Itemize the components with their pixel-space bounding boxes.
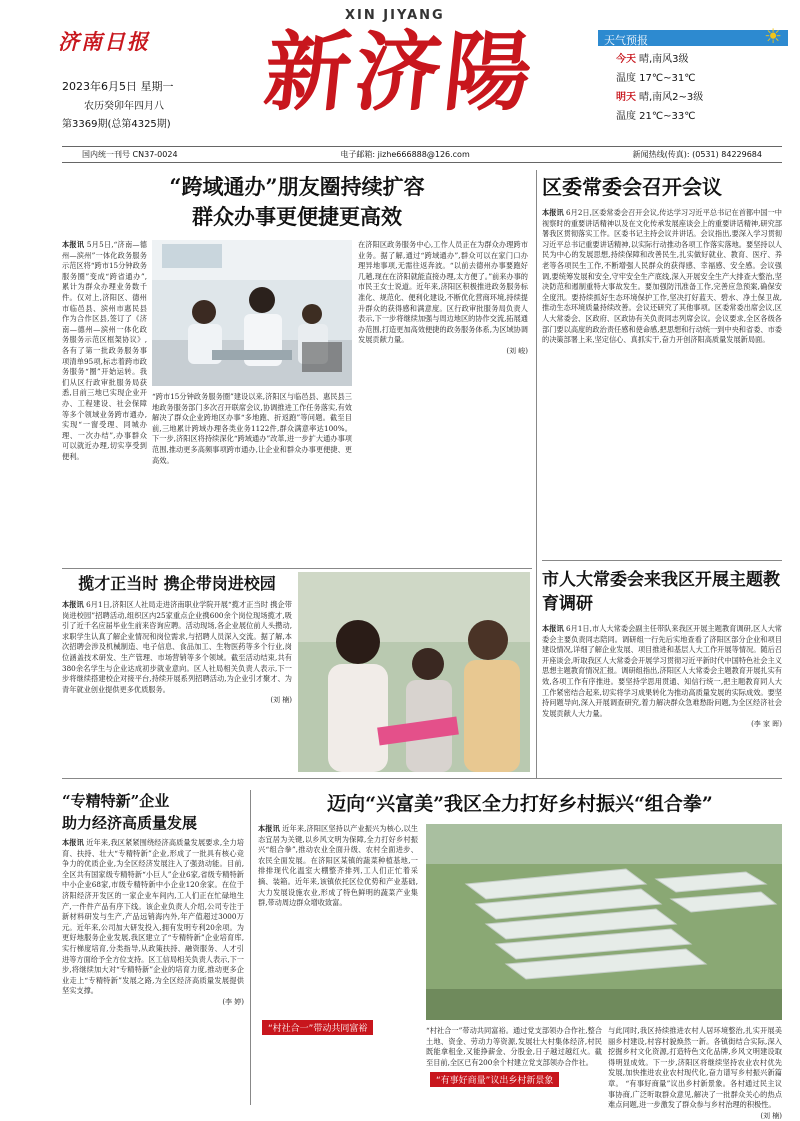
article-2-headline: 区委常委会召开会议 — [542, 175, 722, 199]
paper-logo: 济南日报 — [58, 29, 150, 54]
office-service-image — [152, 240, 352, 386]
article-1-text-2: “跨市15分钟政务服务圈”建设以来,济阳区与临邑县、惠民县三地政务服务部门多次召开联席会议,协调推进工作任务落实,有效解决了群众企业跨地区办事“多地跑、折返跑”等问题。截至目前,三地累计跨域办理各类业务1122件,群众满意率达100%。 — [152, 392, 352, 433]
article-3-photo — [298, 572, 530, 772]
article-4-body — [542, 624, 782, 774]
article-6-byline: (刘 楠) — [760, 1111, 782, 1120]
sun-icon: ☀ — [764, 24, 782, 48]
info-bar — [62, 146, 782, 163]
article-6-col-1 — [258, 824, 418, 1106]
masthead-pinyin: XIN JIYANG — [345, 8, 445, 23]
article-6-headline: 迈向“兴富美”我区全力打好乡村振兴“组合拳” — [327, 793, 713, 815]
article-1-lead: 本报讯 — [62, 240, 85, 249]
weather-tomorrow-temp: 温度 21℃~33℃ — [616, 111, 696, 122]
article-3-divider — [62, 568, 532, 569]
article-6-text-3: 与此同时,我区持续推进农村人居环境整治,扎实开展美丽乡村建设,村容村貌焕然一新。各镇街结合实际,深入挖掘乡村文化资源,打造特色文化品牌,乡风文明建设取得明显成效。下一步,济阳区将继续坚持农业农村优先发展,加快推进农业农村现代化,奋力谱写乡村振兴新篇章。 — [608, 1026, 782, 1088]
article-3-text: 6月1日,济阳区人社局走进济南职业学院开展“揽才正当时 携企带岗进校园”招聘活动,组织区内25家重点企业携600余个岗位现场揽才,吸引了近千名应届毕业生前来咨询应聘。活动现场,各企业展位前人头攒动,求职学生认真了解企业情况和岗位需求,与招聘人员深入交流。据了解,本次招聘会涉及机械制造、电子信息、食品加工、生物医药等多个行业,岗位涵盖技术研发、生产管理、市场营销等多个领域。截至活动结束,共有380余名学生与企业达成初步就业意向。区人社局相关负责人表示,下一步将继续搭建校企对接平台,持续开展系列招聘活动,为企业引才聚才、为青年就业创业提供更多优质服务。 — [62, 600, 292, 694]
article-2-body — [542, 208, 782, 552]
article-6-tag-1: “村社合一”带动共同富裕 — [262, 1020, 373, 1035]
article-4-headline: 市人大常委会来我区开展主题教育调研 — [542, 570, 780, 614]
article-1-col-2 — [152, 392, 352, 562]
article-1-text-3: 下一步,济阳区将持续深化“跨域通办”改革,进一步扩大通办事项范围,推动更多高频事项跨市通办,让企业和群众办事更便捷、更高效。 — [152, 434, 352, 465]
article-6-col-3 — [608, 1026, 782, 1120]
email: 电子邮箱: jizhe666888@126.com — [340, 150, 470, 159]
lunar-date: 农历癸卯年四月八 — [84, 101, 164, 112]
article-5-body — [62, 838, 244, 1106]
cn-number: 国内统一刊号 CN37-0024 — [82, 150, 178, 159]
campus-job-fair-image — [298, 572, 530, 772]
article-3-byline: (刘 楠) — [270, 696, 292, 705]
article-5-lead: 本报讯 — [62, 838, 84, 847]
article-5-text: 近年来,我区紧紧围绕经济高质量发展要求,全力培育、扶持、壮大“专精特新”企业,形成了一批具有核心竞争力的优质企业,为全区经济发展注入了强劲动能。目前,全区共有国家级专精特新“小巨人”企业6家,省级专精特新中小企业68家,市级专精特新中小企业120余家。在位于济阳经济开发区的一家企业车间内,工人们正在忙碌地生产,一件件产品有序下线。该企业负责人介绍,公司专注于新材料研发与生产,产品远销海内外,年产值超过3000万元。近年来,公司加大研发投入,拥有发明专利20余项。为更好地服务企业发展,我区建立了“专精特新”企业培育库,实行梯度培育,分类指导,从政策扶持、融资服务、人才引进等方面给予全方位支持。区工信局相关负责人表示,下一步,将继续加大对“专精特新”企业的培育力度,推动更多企业走上“专精特新”发展之路,为全区经济高质量发展提供坚实支撑。 — [62, 838, 244, 996]
article-2-text: 6月2日,区委常委会召开会议,传达学习习近平总书记在首都中国一中视察时的重要讲话精神以及在文化传承发展座谈会上的重要讲话精神,研究部署我区贯彻落实工作。区委书记主持会议并讲话。会议指出,要深入学习贯彻习近平总书记重要讲话精神,以实际行动推动各项工作落实落地。要坚持以人民为中心的发展思想,持续保障和改善民生,扎实做好就业、教育、医疗、养老等各项民生工作,不断增强人民群众的获得感、幸福感、安全感。会议强调,要统筹发展和安全,守牢安全生产底线,深入开展安全生产大排查大整治,坚决防范和遏制重特大事故发生。要加强防汛准备工作,完善应急预案,确保安全度汛。要持续抓好生态环境保护工作,坚决打好蓝天、碧水、净土保卫战,推动生态环境质量持续改善。会议还研究了其他事项。区委常委出席会议,区人大常委会、区政府、区政协有关负责同志列席会议。会议要求,全区各级各部门要以高度的政治责任感和使命感,把思想和行动统一到中央和省委、市委的决策部署上来,坚定信心、真抓实干,奋力开创济阳高质量发展新局面。 — [542, 208, 782, 345]
column-divider — [536, 170, 537, 778]
greenhouse-aerial-image — [426, 824, 782, 1020]
weather-header-label: 天气预报 — [604, 34, 648, 47]
article-4-text: 6月1日,市人大常委会副主任带队来我区开展主题教育调研,区人大常委会主要负责同志陪同。调研组一行先后实地查看了济阳区部分企业和项目建设情况,详细了解企业发展、项目推进和基层人大工作开展等情况。随后召开座谈会,听取我区人大常委会开展学习贯彻习近平新时代中国特色社会主义思想主题教育情况汇报。调研组指出,济阳区人大常委会主题教育开展扎实有效,各项工作有序推进。要坚持学思用贯通、知信行统一,把主题教育同人大工作紧密结合起来,切实将学习成果转化为推动高质量发展的实际成效。要坚持问题导向,深入开展调查研究,着力解决群众急难愁盼问题,为全区经济社会发展贡献人大力量。 — [542, 624, 782, 718]
article-5-byline: (李 婷) — [222, 997, 244, 1006]
article-6-photo — [426, 824, 782, 1020]
article-6-text-1: 近年来,济阳区坚持以产业振兴为核心,以生态宜居为关键,以乡风文明为保障,全力打好乡村振兴“组合拳”,推动农业全面升级、农村全面进步、农民全面发展。在济阳区某镇的蔬菜种植基地,一排排现代化温室大棚整齐排列,工人们正忙着采摘、装箱。近年来,该镇依托区位优势和产业基础,大力发展设施农业,形成了特色鲜明的蔬菜产业集群,带动周边群众增收致富。 — [258, 824, 418, 908]
weather-box — [598, 24, 788, 122]
article-1-photo — [152, 240, 352, 386]
issue-date: 2023年6月5日 星期一 — [62, 80, 174, 93]
weather-today-temp: 温度 17℃~31℃ — [616, 73, 696, 84]
article-1-byline: (刘 峻) — [506, 346, 528, 355]
masthead — [0, 0, 800, 148]
hotline: 新闻热线(传真): (0531) 84229684 — [632, 150, 762, 159]
masthead-title: 新济陽 — [259, 22, 541, 123]
article-2-lead: 本报讯 — [542, 208, 564, 217]
article-1-headline-line1: “跨域通办”朋友圈持续扩容 — [169, 174, 425, 199]
weather-tomorrow — [598, 88, 788, 103]
article-4-lead: 本报讯 — [542, 624, 564, 633]
column-divider-bottom — [250, 790, 251, 1105]
article-6-col-2 — [426, 1026, 602, 1106]
article-1-text-1: 5月5日,“济南—德州—滨州”一体化政务服务示范区将“跨市15分钟政务服务圈”变成“跨省通办”,累计为群众办理业务数千件。仅对上,济阳区、德州市临邑县、滨州市惠民县作为合作区县,签订了《济南—德州—滨州一体化政务服务示范区框架协议》,各有了第一批政务服务事项清单95项,标志着跨市政务服务“圈”开始运转。我们从区行政审批服务局获悉,目前三地已实现企业开办、工程建设、社会保障等多个领域业务跨市通办,实现“一窗受理、同城办理、一次办结”,办事群众可以就近办理,切实享受到便利。 — [62, 240, 147, 461]
weather-header — [598, 24, 788, 48]
article-5-headline — [62, 790, 244, 834]
article-1-col-1 — [62, 240, 147, 560]
article-6-tag-2: “有事好商量”议出乡村新景象 — [430, 1072, 559, 1087]
article-4-byline: (李 家 晖) — [751, 720, 782, 729]
article-6-text-4: “有事好商量”议出乡村新景象。各村通过民主议事协商,广泛听取群众意见,解决了一批群众关心的热点难点问题,进一步激发了群众参与乡村治理的积极性。 — [608, 1078, 782, 1110]
article-6-text-2: “村社合一”带动共同富裕。通过党支部领办合作社,整合土地、资金、劳动力等资源,发展壮大村集体经济,村民既能拿租金,又能挣薪金、分股金,日子越过越红火。截至目前,全区已有200余个村建立党支部领办合作社。 — [426, 1026, 602, 1067]
issue-number: 第3369期(总第4325期) — [62, 119, 171, 130]
weather-today — [598, 50, 788, 65]
article-1-headline-line2: 群众办事更便捷更高效 — [192, 204, 402, 229]
article-5-headline-line1: “专精特新”企业 — [62, 792, 170, 810]
article-3-headline: 揽才正当时 携企带岗进校园 — [78, 574, 276, 593]
tomorrow-condition: 晴,南风2~3级 — [639, 92, 704, 103]
article-4-divider — [542, 560, 782, 561]
tomorrow-label: 明天 — [616, 92, 636, 103]
article-3-body — [62, 600, 292, 775]
article-1-text-4: 在济阳区政务服务中心,工作人员正在为群众办理跨市业务。据了解,通过“跨域通办”,群众可以在家门口办理异地事项,无需往返奔波。“以前去德州办事要跑好几趟,现在在济阳就能直接办理,太方便了。”前来办事的市民王女士说道。近年来,济阳区积极推进政务服务标准化、规范化、便利化建设,不断优化营商环境,持续提升群众的获得感和满意度。区行政审批服务局负责人表示,下一步将继续加强与周边地区的协作交流,拓展通办范围,打造更加高效便捷的政务服务体系,为区域协调发展贡献力量。 — [358, 240, 528, 345]
article-1-headline — [62, 172, 532, 232]
article-1-col-3 — [358, 240, 528, 565]
today-condition: 晴,南风3级 — [639, 54, 689, 65]
section-divider — [62, 778, 782, 779]
today-label: 今天 — [616, 54, 636, 65]
article-3-lead: 本报讯 — [62, 600, 84, 609]
article-5-headline-line2: 助力经济高质量发展 — [62, 814, 198, 832]
article-6-lead: 本报讯 — [258, 824, 280, 833]
